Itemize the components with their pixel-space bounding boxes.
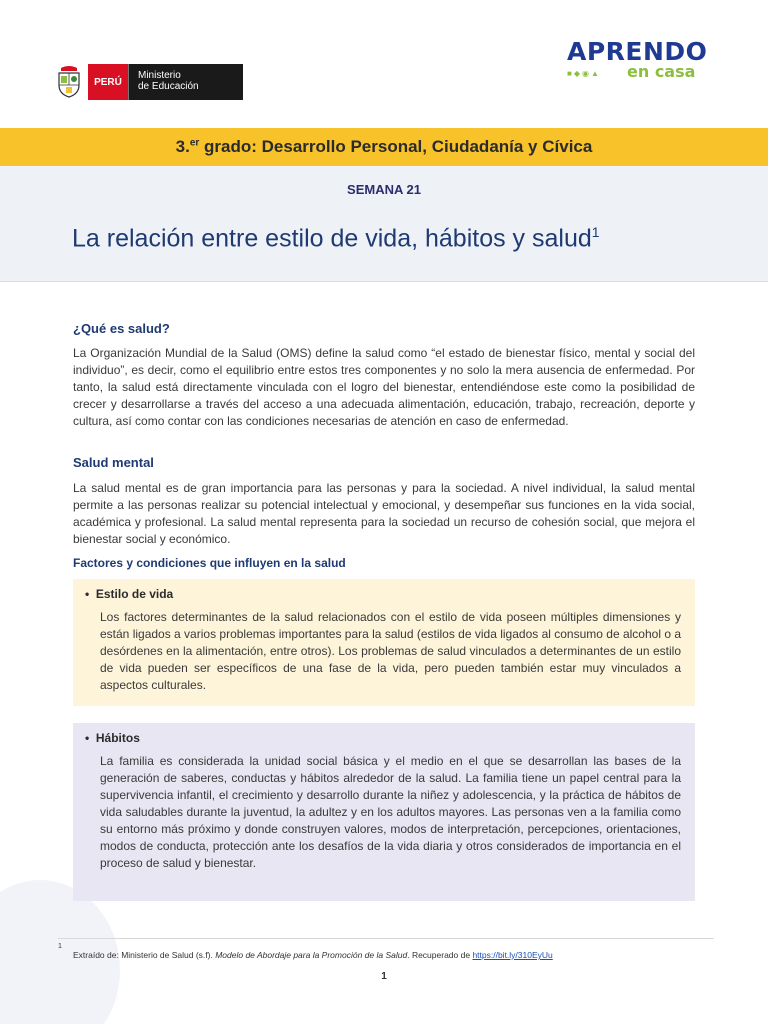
page-header xyxy=(0,0,768,128)
habitos-box xyxy=(73,723,695,901)
grade-number: 3. xyxy=(175,137,190,156)
section-heading: Factores y condiciones que influyen en la salud xyxy=(73,556,346,570)
footnote-mark: 1 xyxy=(58,943,62,950)
box-paragraph: La familia es considerada la unidad social básica y el medio en el que se desarrollan las bases de la generación de saberes, conductas y hábitos alrededor de la salud. La familia tiene un papel central para la supervivencia infantil, el crecimiento y desarrollo durante la niñez y adolescencia, y la práctica de hábitos de vida saludables durante la juventud, la adultez y en los adultos mayores. Las personas ven a la familia como su entorno más próximo y donde construyen valores, modos de interpretación, percepciones, orientaciones, modos de conducta, protección ante los desafíos de la vida diaria y otros considerados de importancia en el proceso de salud y bienestar. xyxy=(100,754,681,870)
box-title xyxy=(85,731,681,745)
ministry-line-1: Ministerio xyxy=(138,70,181,81)
footnote-italic: Modelo de Abordaje para la Promoción de la Salud xyxy=(215,950,408,960)
footnote-link[interactable]: https://bit.ly/310EyUu xyxy=(472,950,553,960)
government-logo xyxy=(54,64,243,100)
grade-course: grado: Desarrollo Personal, Ciudadanía y Cívica xyxy=(199,137,593,156)
section-que-es-salud xyxy=(73,321,695,430)
footnote-suffix: . Recuperado de xyxy=(407,950,473,960)
box-title xyxy=(85,587,681,601)
section-salud-mental xyxy=(73,455,695,548)
brand-title: APRENDO xyxy=(567,37,708,66)
aprendo-en-casa-logo xyxy=(567,38,712,82)
box-paragraph: Los factores determinantes de la salud relacionados con el estilo de vida poseen múltiples dimensiones y están ligados a varios problemas importantes para la salud (estilos de vida ligados al consumo de alcohol o a desórdenes en la alimentación, entre otros). Los problemas de salud vinculados a determinantes de un estilo de vida pueden ser específicos de una fase de la vida, pero pueden también estar muy vinculados a aspectos culturales. xyxy=(100,610,681,692)
section-paragraph: La Organización Mundial de la Salud (OMS) define la salud como “el estado de bienestar físico, mental y social del individuo”, es decir, como el equilibrio entre estos tres componentes y no solo la mera ausencia de enfermedad. Por tanto, la salud está directamente vinculada con el logro del bienestar, entendiéndose este como la posibilidad de crecer y desarrollarse a través del acceso a una adecuada alimentación, educación, trabajo, recreación, deporte y cultura, así como contar con las condiciones necesarias de atención en caso de enfermedad. xyxy=(73,346,695,428)
page-title-text: La relación entre estilo de vida, hábitos y salud xyxy=(72,224,592,253)
footnote-prefix: Extraído de: Ministerio de Salud (s.f). xyxy=(73,950,216,960)
grade-banner xyxy=(0,128,768,166)
title-footnote-ref: 1 xyxy=(591,224,600,240)
section-paragraph: La salud mental es de gran importancia para las personas y para la sociedad. A nivel individual, la salud mental permite a las personas realizar su potencial intelectual y emocional, y desempeñar sus funciones en la vida social, académica y profesional. La salud mental representa para la sociedad un recurso de cohesión social, que mejora el bienestar social y económico. xyxy=(73,481,695,546)
section-heading: Salud mental xyxy=(73,455,154,470)
brand-dots-icon: ■◆◉▲ xyxy=(567,69,601,78)
page-number: 1 xyxy=(381,971,387,982)
grade-title xyxy=(176,137,593,157)
box-title-text: Hábitos xyxy=(95,731,140,745)
coat-of-arms-icon xyxy=(54,64,84,100)
footnote-divider xyxy=(58,938,714,939)
week-label: SEMANA 21 xyxy=(347,182,421,197)
footnote xyxy=(73,950,553,960)
brand-subtitle: en casa xyxy=(627,62,696,81)
ministry-label xyxy=(128,64,243,100)
box-title-text: Estilo de vida xyxy=(95,587,174,601)
section-factores xyxy=(73,556,695,570)
page-title xyxy=(72,224,600,253)
estilo-de-vida-box xyxy=(73,579,695,706)
section-heading: ¿Qué es salud? xyxy=(73,321,170,336)
bullet-icon: • xyxy=(85,587,90,601)
grade-suffix: er xyxy=(189,137,200,149)
ministry-line-2: de Educación xyxy=(138,81,199,92)
peru-label: PERÚ xyxy=(88,64,128,100)
bullet-icon: • xyxy=(85,731,90,745)
